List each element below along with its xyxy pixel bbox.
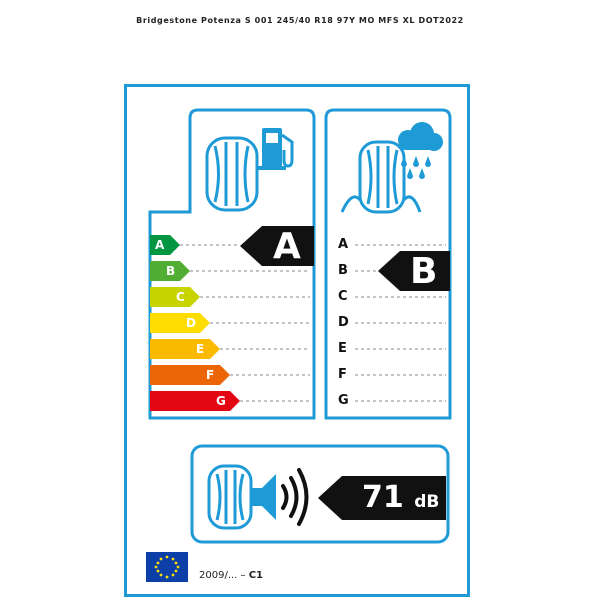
fuel-letter-f: F [206,368,215,382]
wet-letter-g: G [338,393,349,408]
fuel-bar-e [150,339,220,359]
product-title: Bridgestone Potenza S 001 245/40 R18 97Y MO MFS XL DOT2022 [136,16,464,25]
noise-value-text [362,480,439,515]
eu-flag-icon [146,552,188,582]
regulation-text: 2009/... – [199,570,249,581]
wet-letter-e: E [338,341,347,356]
fuel-letter-c: C [176,290,185,304]
fuel-bar-d [150,313,210,333]
regulation-footer [199,570,263,581]
tyre-icon-noise [209,466,251,528]
tyre-class: C1 [248,570,264,581]
noise-value: 71 [362,480,404,515]
speaker-icon [252,474,276,520]
fuel-letter-a: A [155,238,165,252]
fuel-letter-d: D [186,316,196,330]
fuel-bar-g [150,391,240,411]
fuel-bar-c [150,287,200,307]
sound-waves-icon [283,470,307,524]
wet-rating-value: B [410,251,438,292]
wet-letter-d: D [338,315,349,330]
wet-letter-f: F [338,367,347,382]
fuel-rating-value: A [273,226,301,267]
wet-letter-b: B [338,263,348,278]
tyre-icon-fuel [207,138,257,210]
fuel-letter-e: E [196,342,205,356]
noise-unit: dB [414,492,440,512]
wet-letter-a: A [338,237,349,252]
wet-letter-c: C [338,289,348,304]
fuel-bar-f [150,365,230,385]
fuel-letter-g: G [216,394,226,408]
fuel-letter-b: B [166,264,176,278]
fuel-pump-icon [258,128,292,170]
